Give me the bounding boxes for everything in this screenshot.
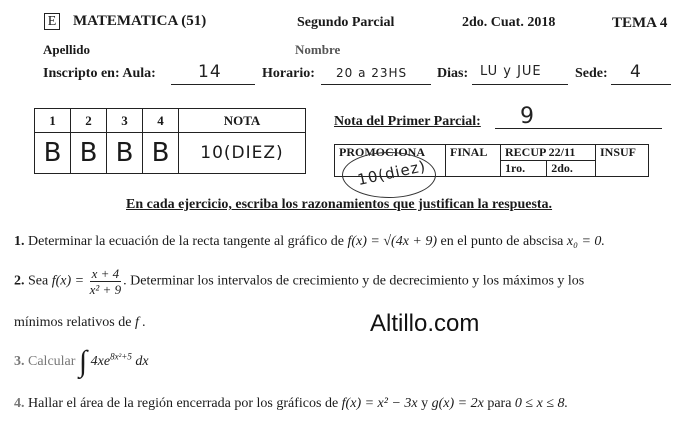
q2-text-a: Sea	[28, 273, 49, 289]
primer-parcial-label: Nota del Primer Parcial:	[334, 114, 481, 129]
grade-value-4: B	[143, 133, 179, 174]
course-title: MATEMATICA (51)	[73, 13, 207, 29]
q4-y: y	[421, 396, 429, 411]
q2-text-b: . Determinar los intervalos de crecimiento y de decrecimiento y los máximos y los	[123, 273, 585, 289]
q2-text-d: f .	[134, 315, 146, 330]
apellido-label: Apellido	[43, 42, 90, 57]
q4-text-b: para	[487, 396, 512, 411]
sede-line	[611, 84, 671, 85]
grade-header-2: 2	[71, 109, 107, 133]
q1-point: x₀ = 0.	[566, 234, 605, 249]
grade-value-nota: 10(DIEZ)	[179, 133, 306, 174]
nombre-label: Nombre	[295, 42, 341, 57]
dias-value: LU y JUE	[480, 64, 542, 79]
horario-label: Horario:	[262, 66, 315, 81]
q2-fraction	[90, 266, 122, 297]
grade-header-4: 4	[143, 109, 179, 133]
exam-title: Segundo Parcial	[297, 15, 395, 30]
inscripto-label: Inscripto en: Aula:	[43, 66, 156, 81]
status-header-final: FINAL	[446, 145, 501, 177]
q3-text-a: Calcular	[28, 354, 76, 370]
grades-table	[34, 108, 306, 174]
q2-denominator: x² + 9	[89, 282, 122, 297]
promociona-value: 10(diez)	[355, 156, 428, 190]
grade-value-1: B	[35, 133, 71, 174]
watermark: Altillo.com	[370, 310, 480, 337]
q2-fx: f(x) =	[51, 273, 85, 289]
tema-letter-box	[44, 13, 60, 30]
tema-letter: E	[47, 14, 57, 29]
q4-f: f(x) = x² − 3x	[341, 396, 418, 411]
aula-value: 14	[198, 62, 222, 82]
q3-exponent: 8x²+5	[110, 351, 132, 362]
q1-text-a: Determinar la ecuación de la recta tangente al gráfico de	[28, 234, 344, 249]
q4-number: 4.	[14, 396, 25, 411]
status-header-recup: RECUP 22/11	[501, 145, 596, 161]
instruction-text: En cada ejercicio, escriba los razonamientos que justifican la respuesta.	[126, 197, 553, 212]
question-3	[14, 345, 149, 379]
dias-label: Dias:	[437, 66, 469, 81]
q4-range: 0 ≤ x ≤ 8.	[514, 396, 569, 411]
q2-text-c: mínimos relativos de	[14, 315, 132, 330]
sede-value: 4	[630, 62, 642, 82]
question-1	[14, 234, 605, 250]
q1-number: 1.	[14, 234, 25, 249]
q4-text-a: Hallar el área de la región encerrada por los gráficos de	[28, 396, 339, 411]
q1-text-b: en el punto de abscisa	[440, 234, 564, 249]
q2-number: 2.	[14, 273, 25, 289]
q2-numerator: x + 4	[91, 266, 120, 281]
sede-label: Sede:	[575, 66, 608, 81]
q1-function: f(x) = √(4x + 9)	[347, 234, 438, 249]
grade-header-1: 1	[35, 109, 71, 133]
status-header-promociona: PROMOCIONA	[335, 145, 446, 177]
dias-line	[472, 84, 568, 85]
status-sub-1ro: 1ro.	[501, 161, 547, 177]
integral-icon: ∫	[78, 345, 88, 378]
status-sub-2do: 2do.	[547, 161, 596, 177]
status-header-insuf: INSUF	[596, 145, 649, 177]
tema-label: TEMA 4	[612, 15, 668, 31]
horario-value: 20 a 23HS	[336, 66, 408, 80]
grade-header-3: 3	[107, 109, 143, 133]
term-label: 2do. Cuat. 2018	[462, 15, 556, 30]
grade-value-3: B	[107, 133, 143, 174]
grade-header-nota: NOTA	[179, 109, 306, 133]
grade-value-2: B	[71, 133, 107, 174]
q3-dx: dx	[135, 354, 149, 370]
horario-line	[321, 84, 431, 85]
q4-g: g(x) = 2x	[431, 396, 484, 411]
question-4	[14, 396, 568, 412]
question-2-cont	[14, 315, 146, 331]
primer-parcial-value: 9	[520, 104, 535, 129]
aula-line	[171, 84, 255, 85]
q3-integrand: 4xe	[90, 354, 111, 370]
question-2	[14, 266, 584, 297]
q3-number: 3.	[14, 354, 25, 370]
